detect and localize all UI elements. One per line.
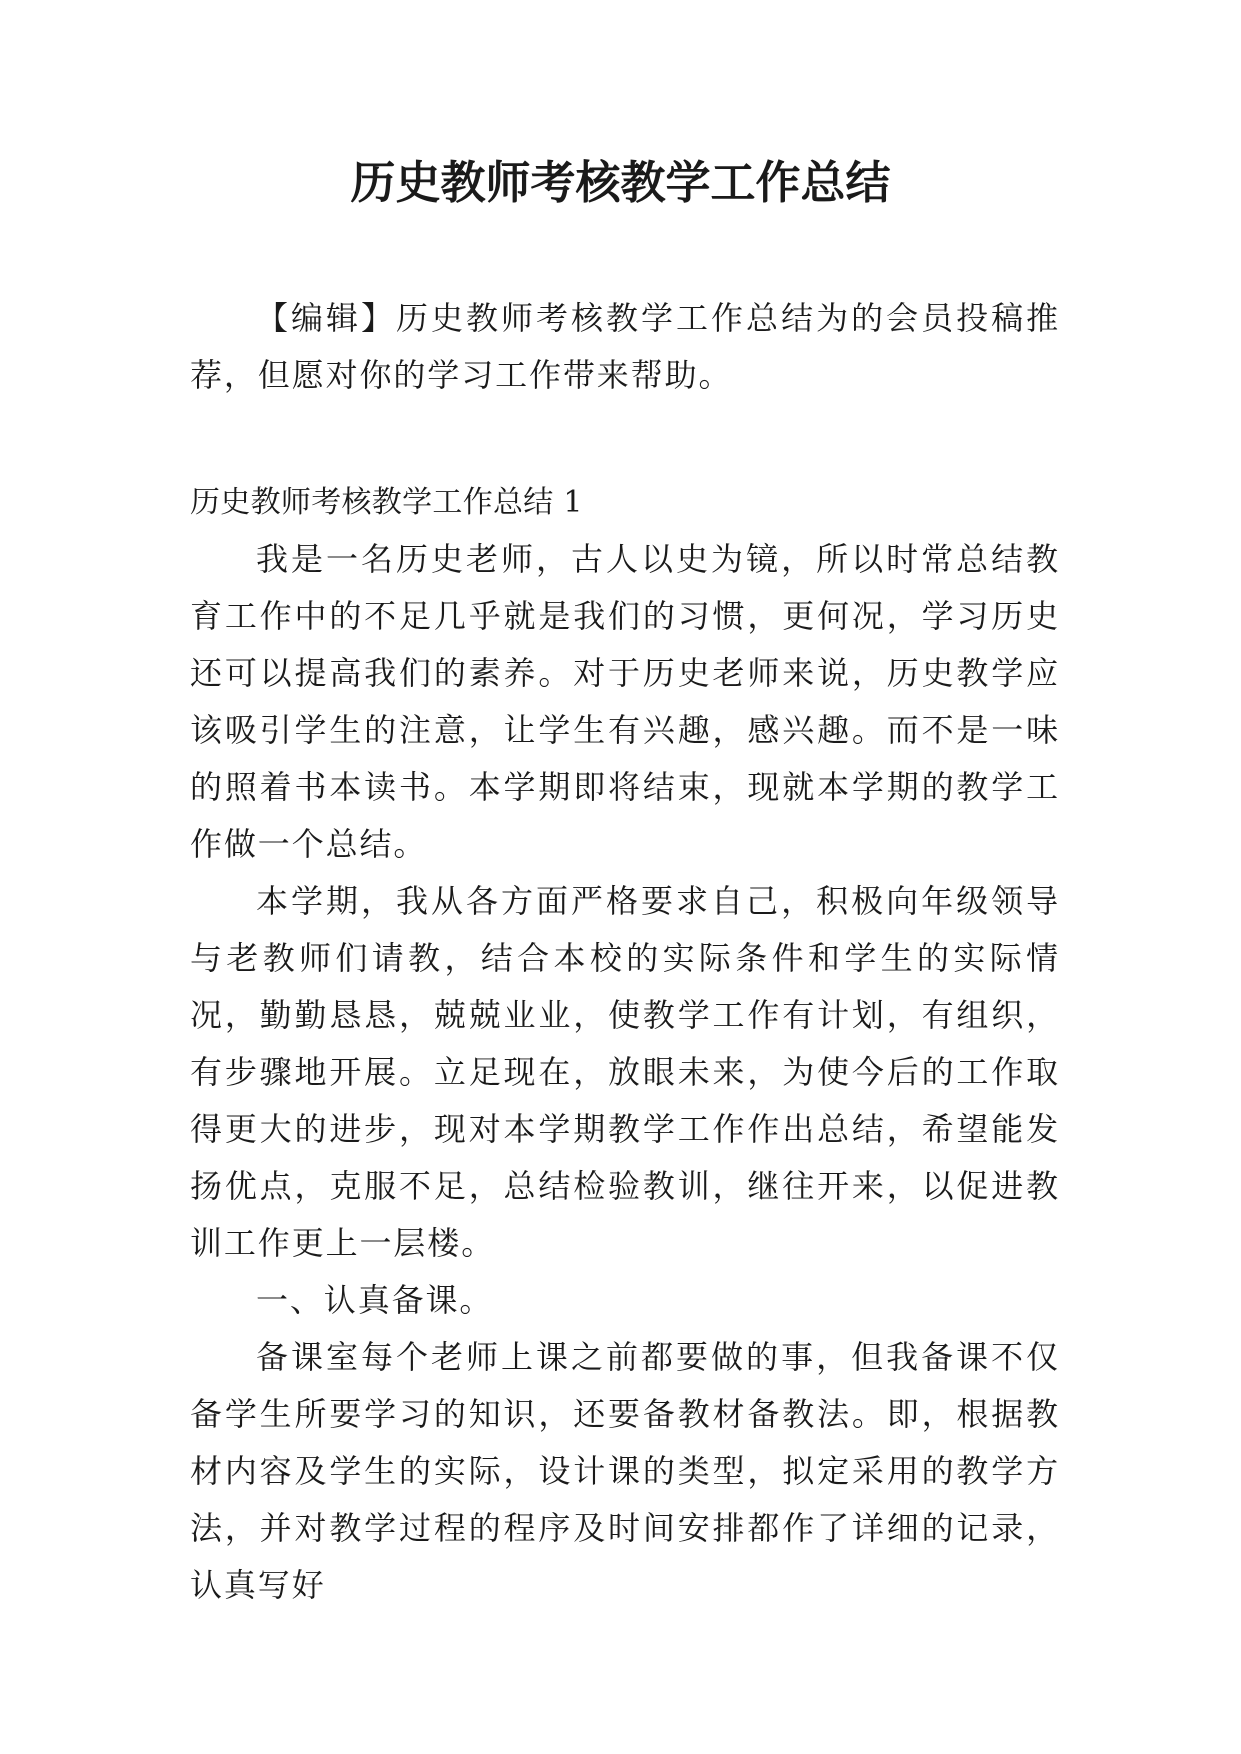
section-1-paragraph: 备课室每个老师上课之前都要做的事，但我备课不仅备学生所要学习的知识，还要备教材备教法。即，根据教材内容及学生的实际，设计课的类型，拟定采用的教学方法，并对教学过程的程序及时间安排都作了详细的记录，认真写好: [190, 1338, 1060, 1604]
body-paragraph-1: 我是一名历史老师，古人以史为镜，所以时常总结教育工作中的不足几乎就是我们的习惯，更何况，学习历史还可以提高我们的素养。对于历史老师来说，历史教学应该吸引学生的注意，让学生有兴趣，感兴趣。而不是一味的照着书本读书。本学期即将结束，现就本学期的教学工作做一个总结。: [190, 540, 1060, 863]
document-body: [190, 290, 1060, 1614]
document-title: 历史教师考核教学工作总结: [350, 156, 891, 209]
body-paragraph-2: 本学期，我从各方面严格要求自己，积极向年级领导与老教师们请教，结合本校的实际条件和学生的实际情况，勤勤恳恳，兢兢业业，使教学工作有计划，有组织，有步骤地开展。立足现在，放眼未来，为使今后的工作取得更大的进步，现对本学期教学工作作出总结，希望能发扬优点，克服不足，总结检验教训，继往开来，以促进教训工作更上一层楼。: [190, 882, 1060, 1262]
section-subheading: 历史教师考核教学工作总结 1: [190, 485, 583, 520]
intro-paragraph: 【编辑】历史教师考核教学工作总结为的会员投稿推荐，但愿对你的学习工作带来帮助。: [190, 299, 1060, 394]
section-heading-1: 一、认真备课。: [256, 1281, 494, 1319]
